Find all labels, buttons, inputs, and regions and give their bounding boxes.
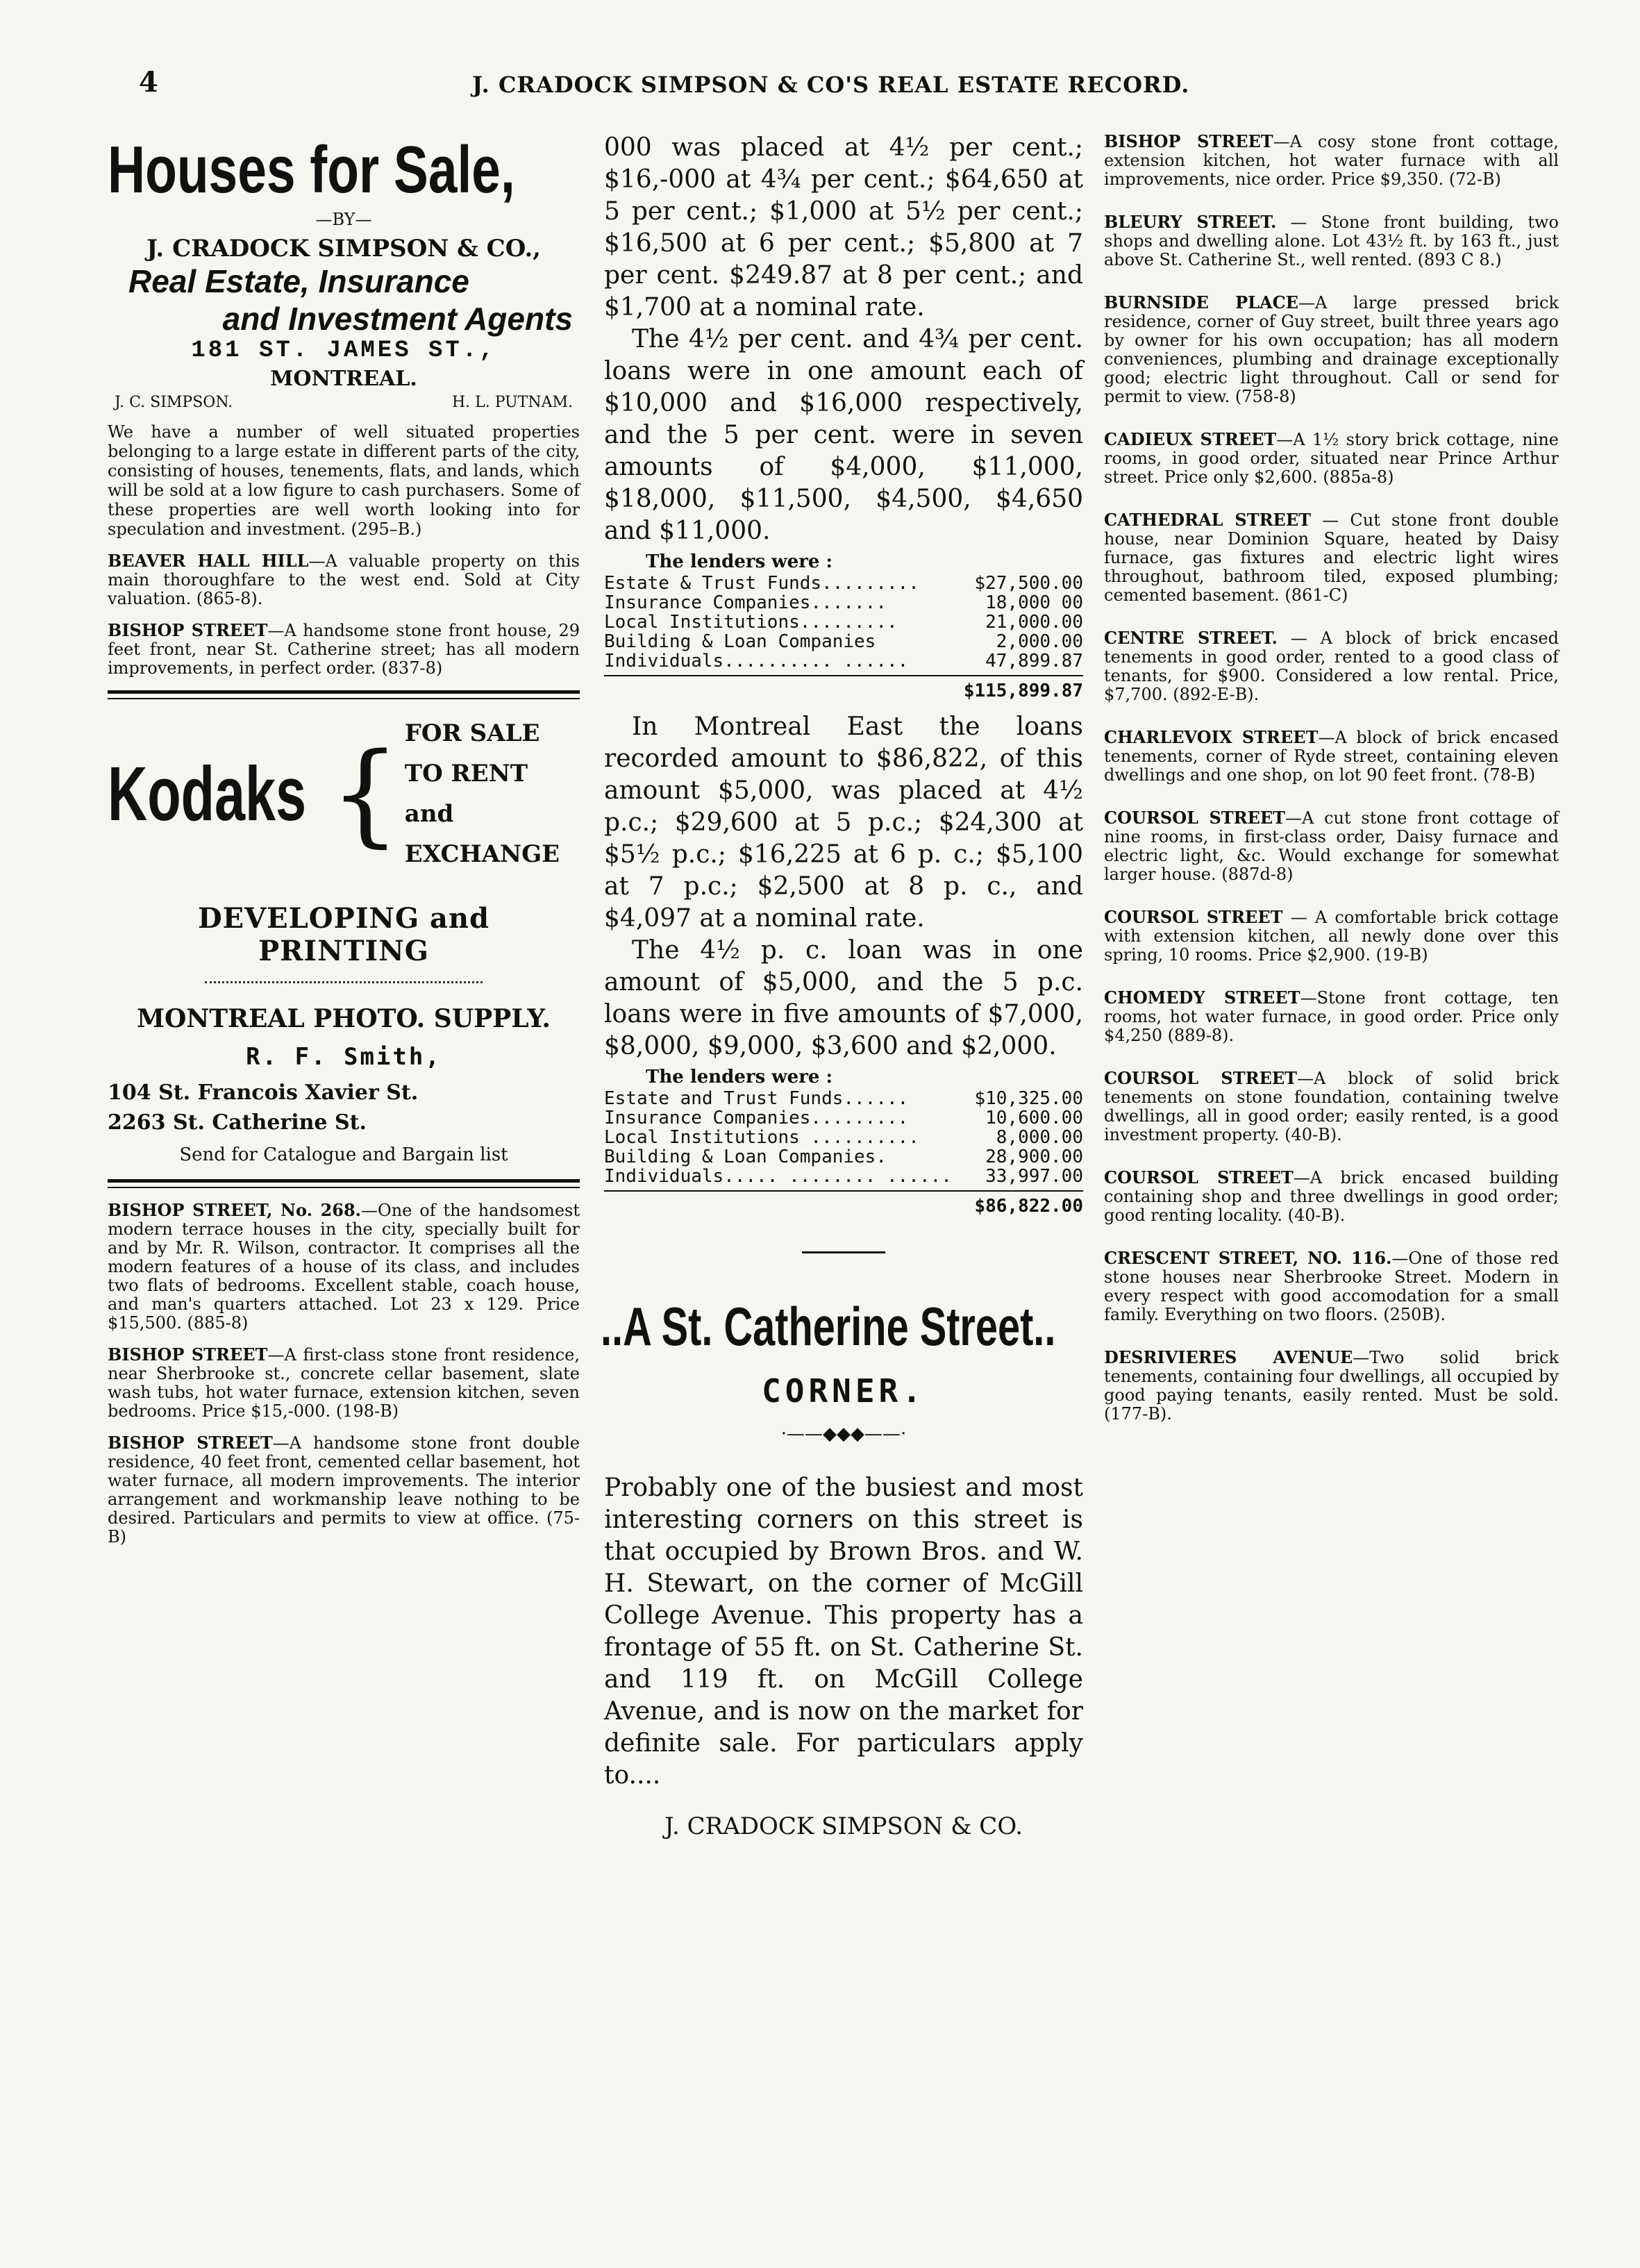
ornament-rule: ·——◆◆◆——· [780,1424,907,1444]
listing [1104,430,1559,487]
st-catherine-headline: ..A St. Catherine Street.. [601,1296,1056,1357]
listing [108,551,580,608]
corner-signature: J. CRADOCK SIMPSON & CO. [664,1812,1023,1840]
houses-ad [108,132,580,539]
firm-address: 181 ST. JAMES ST., [191,337,496,364]
lender-amount: 10,600.00 [985,1108,1083,1128]
kodaks-headline: Kodaks [108,751,307,837]
lenders-heading: The lenders were : [646,1067,833,1087]
divider [108,690,580,699]
lender-name: Local Institutions......... [604,612,898,633]
listing-street: CHOMEDY STREET [1104,987,1300,1008]
listing [1104,628,1559,704]
lenders-total: $115,899.87 [604,675,1083,701]
loans-paragraph: The 4½ per cent. and 4¾ per cent. loans were in one amount each of $10,000 and $16,000 respectively, and the 5 per cent. were in seven amounts of $4,000, $11,000, $18,000, $11,500, $4,500, $4,650 and $11,000. [604,325,1083,545]
listing [1104,510,1559,605]
listing [108,1345,580,1421]
listing-street: BISHOP STREET [108,1344,268,1365]
photo-supply-name: MONTREAL PHOTO. SUPPLY. [137,1004,551,1033]
listing-street: COURSOL STREET [1104,808,1286,828]
corner-body: Probably one of the busiest and most interesting corners on this street is that occupied by Brown Bros. and W. H. Stewart, on the corner of McGill College Avenue. This property has a frontage of 55 ft. on St. Catherine St. and 119 ft. on McGill College Avenue, and is now on the market for definite sale. For particulars apply to.... [604,1474,1083,1790]
listing-text: —A cut stone front cottage of nine rooms, in first-class order, Daisy furnace and electric light, &c. Would exchange for somewhat larger house. (887d-8) [1104,808,1559,884]
listing-text: —A block of solid brick tenements on stone foundation, containing twelve dwellings, all in good order; easily rented, is a good investment property. (40-B). [1104,1069,1559,1144]
lender-name: Building & Loan Companies. [604,1146,887,1167]
lender-name: Insurance Companies......... [604,1108,909,1128]
table-row [604,1167,1083,1186]
lender-amount: $27,500.00 [974,573,1083,594]
listing [1104,212,1559,269]
listing-street: COURSOL STREET [1104,1068,1298,1088]
listing-text: —A block of brick encased tenements, corner of Ryde street, containing eleven dwellings and one shop, on lot 90 feet front. (78-B) [1104,728,1559,785]
table-row [604,1147,1083,1167]
listing-text: —A handsome stone front double residence, 40 feet front, cemented cellar basement, hot water furnace, all modern improvements. The interior arrangement and workmanship leave nothing to be desired. Particulars and permits to view at office. (75-B) [108,1433,580,1546]
listing-street: BISHOP STREET [108,1433,273,1453]
listing-text: —A brick encased building containing shop and three dwellings in good order; good renting locality. (40-B). [1104,1168,1559,1225]
lender-amount: $10,325.00 [974,1088,1083,1109]
loans-paragraph: In Montreal East the loans recorded amount to $86,822, of this amount $5,000, was placed at 4½ p.c.; $29,600 at 5 p.c.; $24,300 at $5½ p.c.; $16,225 at 6 p. c.; $5,100 at 7 p.c.; $2,500 at 8 p. c., and $4,097 at a nominal rate. [604,712,1083,933]
divider [108,1179,580,1188]
listing [1104,988,1559,1045]
listing-street: BEAVER HALL HILL [108,551,309,571]
houses-headline: Houses for Sale, [108,133,515,207]
listing-text: —One of the handsomest modern terrace houses in the city, specially built for and by Mr. R. Wilson, contractor. It comprises all the modern features of a house of its class, and includes two flats of bedrooms. Excellent stable, coach house, and man's quarters attached. Lot 23 x 129. Price $15,500. (885-8) [108,1201,580,1333]
listing-text: —A cosy stone front cottage, extension kitchen, hot water furnace with all improvements, nice order. Price $9,350. (72-B) [1104,132,1559,189]
listing [1104,808,1559,884]
listing [1104,728,1559,785]
listing [1104,1249,1559,1324]
listing-text: —A valuable property on this main thoroughfare to the west end. Sold at City valuation. (865-8). [108,551,580,608]
column-left [108,132,580,1559]
kodaks-address-2: 2263 St. Catherine St. [108,1110,367,1135]
listing-street: BISHOP STREET, No. 268. [108,1200,362,1220]
loans-paragraph: 000 was placed at 4½ per cent.; $16,-000 at 4¾ per cent.; $64,650 at 5 per cent.; $1,000 at 5½ per cent.; $16,500 at 6 per cent.; $5,800 at 7 per cent. $249.87 at 8 per cent.; and $1,700 at a nominal rate. [604,133,1083,322]
partner-right: H. L. PUTNAM. [451,394,573,411]
listing-text: —A first-class stone front residence, near Sherbrooke st., concrete cellar basement, slate wash tubs, hot water furnace, extension kitchen, seven bedrooms. Price $15,-000. (198-B) [108,1345,580,1421]
listing-text: —A 1½ story brick cottage, nine rooms, in good order, situated near Prince Arthur street. Price only $2,600. (885a-8) [1104,430,1559,487]
listing [1104,1168,1559,1225]
lenders-total: $86,822.00 [604,1190,1083,1217]
listing-text: — Cut stone front double house, near Dominion Square, heated by Daisy furnace, gas fixtures and electric light wires throughout, bathroom tiled, exposed plumbing; cemented basement. (861-C) [1104,510,1559,605]
page-number: 4 [139,66,158,99]
agents-line-2: and Investment Agents [222,301,573,337]
listing-street: DESRIVIERES AVENUE [1104,1347,1353,1367]
firm-city: MONTREAL. [270,367,417,391]
listing-street: BISHOP STREET [108,620,268,640]
listing [1104,1069,1559,1144]
lender-name: Local Institutions .......... [604,1127,919,1148]
developing-line: DEVELOPING and PRINTING [197,902,490,967]
listing [108,621,580,678]
table-row [604,612,1083,632]
lender-amount: 2,000.00 [996,631,1083,652]
by-line: —BY— [315,210,372,229]
listing-text: —A handsome stone front house, 29 feet front, near St. Catherine street; has all modern improvements, in perfect order. (837-8) [108,621,580,678]
lender-name: Estate and Trust Funds...... [604,1088,909,1109]
lender-name: Individuals.......... ...... [604,651,909,672]
kodaks-option: TO RENT [404,760,528,787]
lenders-table [604,1089,1083,1186]
listing [1104,132,1559,189]
kodaks-option: FOR SALE [404,719,540,747]
listing-street: CADIEUX STREET [1104,429,1277,449]
listing-street: BURNSIDE PLACE [1104,292,1299,312]
listing [1104,1348,1559,1424]
listing-text: —One of those red stone houses near Sherbrooke Street. Modern in every respect with good accomodation for a small family. Everything on two floors. (250B). [1104,1249,1559,1324]
lender-name: Insurance Companies....... [604,592,887,613]
table-row [604,574,1083,593]
houses-body: We have a number of well situated properties belonging to a large estate in different parts of the city, consisting of houses, tenements, flats, and lands, which will be sold at a low figure to cash purchasers. Some of these properties are well worth looking into for speculation and investment. (295–B.) [108,422,580,539]
lenders-heading: The lenders were : [646,551,833,572]
listing-text: — A block of brick encased tenements in good order, rented to a good class of tenants, for $900. Considered a low rental. Price, $7,700. (892-E-B). [1104,628,1559,704]
page-header [0,66,1640,115]
listing [108,1433,580,1546]
lender-amount: 28,900.00 [985,1146,1083,1167]
column-right [1104,132,1559,1447]
loans-paragraph: The 4½ p. c. loan was in one amount of $5,000, and the 5 p.c. loans were in five amounts of $7,000, $8,000, $9,000, $3,600 and $2,000. [604,936,1083,1060]
listing-text: — Stone front building, two shops and dwelling alone. Lot 43½ ft. by 163 ft., just above St. Catherine St., well rented. (893 C 8.) [1104,212,1559,269]
listing [1104,908,1559,965]
listing-street: CATHEDRAL STREET [1104,510,1312,530]
kodaks-address-1: 104 St. Francois Xavier St. [108,1081,419,1105]
listing-text: —Stone front cottage, ten rooms, hot water furnace, in good order. Price only $4,250 (889-8). [1104,988,1559,1045]
listing-street: CRESCENT STREET, NO. 116. [1104,1248,1392,1268]
lenders-table [604,574,1083,671]
listing-street: CENTRE STREET. [1104,628,1278,648]
kodaks-option: and EXCHANGE [404,800,560,868]
listing-text: — A comfortable brick cottage with extension kitchen, all newly done over this spring, 10 rooms. Price $2,900. (19-B) [1104,908,1559,965]
listing-text: —Two solid brick tenements, containing four dwellings, all occupied by good paying tenants, easily rented. Must be sold. (177-B). [1104,1348,1559,1424]
corner-subheading: CORNER. [762,1372,926,1410]
partner-left: J. C. SIMPSON. [115,394,233,411]
divider [802,1251,885,1253]
lender-amount: 21,000.00 [985,612,1083,633]
send-catalogue: Send for Catalogue and Bargain list [179,1144,508,1165]
lender-name: Building & Loan Companies [604,631,876,652]
listing-street: COURSOL STREET [1104,907,1283,927]
brace-glyph: { [330,728,401,858]
column-middle [601,132,1083,1840]
lender-amount: 18,000 00 [985,592,1083,613]
table-row [604,593,1083,612]
kodaks-header [108,713,580,874]
listing-street: BLEURY STREET. [1104,212,1277,232]
lender-amount: 47,899.87 [985,651,1083,672]
table-row [604,632,1083,651]
agents-line-1: Real Estate, Insurance [128,263,469,299]
dotted-rule [205,981,483,983]
listing-text: —A large pressed brick residence, corner of Guy street, built three years ago by owner for his own occupation; has all modern conveniences, plumbing and drainage exceptionally good; electric light throughout. Call or send for permit to view. (758-8) [1104,293,1559,406]
running-title: J. CRADOCK SIMPSON & CO'S REAL ESTATE RECORD. [472,72,1190,98]
kodaks-ad [108,713,580,1165]
listing-street: BISHOP STREET [1104,131,1273,151]
partners [108,394,580,411]
table-row [604,1108,1083,1128]
kodaks-options [405,713,580,874]
proprietor: R. F. Smith, [246,1043,442,1071]
listing-street: CHARLEVOIX STREET [1104,727,1319,747]
listing [1104,293,1559,406]
lender-name: Estate & Trust Funds......... [604,573,919,594]
listing-street: COURSOL STREET [1104,1167,1294,1187]
firm-name: J. CRADOCK SIMPSON & CO., [146,235,541,262]
table-row [604,1128,1083,1147]
listing [108,1201,580,1333]
table-row [604,1089,1083,1108]
lender-amount: 8,000.00 [996,1127,1083,1148]
table-row [604,651,1083,671]
lender-name: Individuals..... ........ ...... [604,1166,952,1187]
lender-amount: 33,997.00 [985,1166,1083,1187]
